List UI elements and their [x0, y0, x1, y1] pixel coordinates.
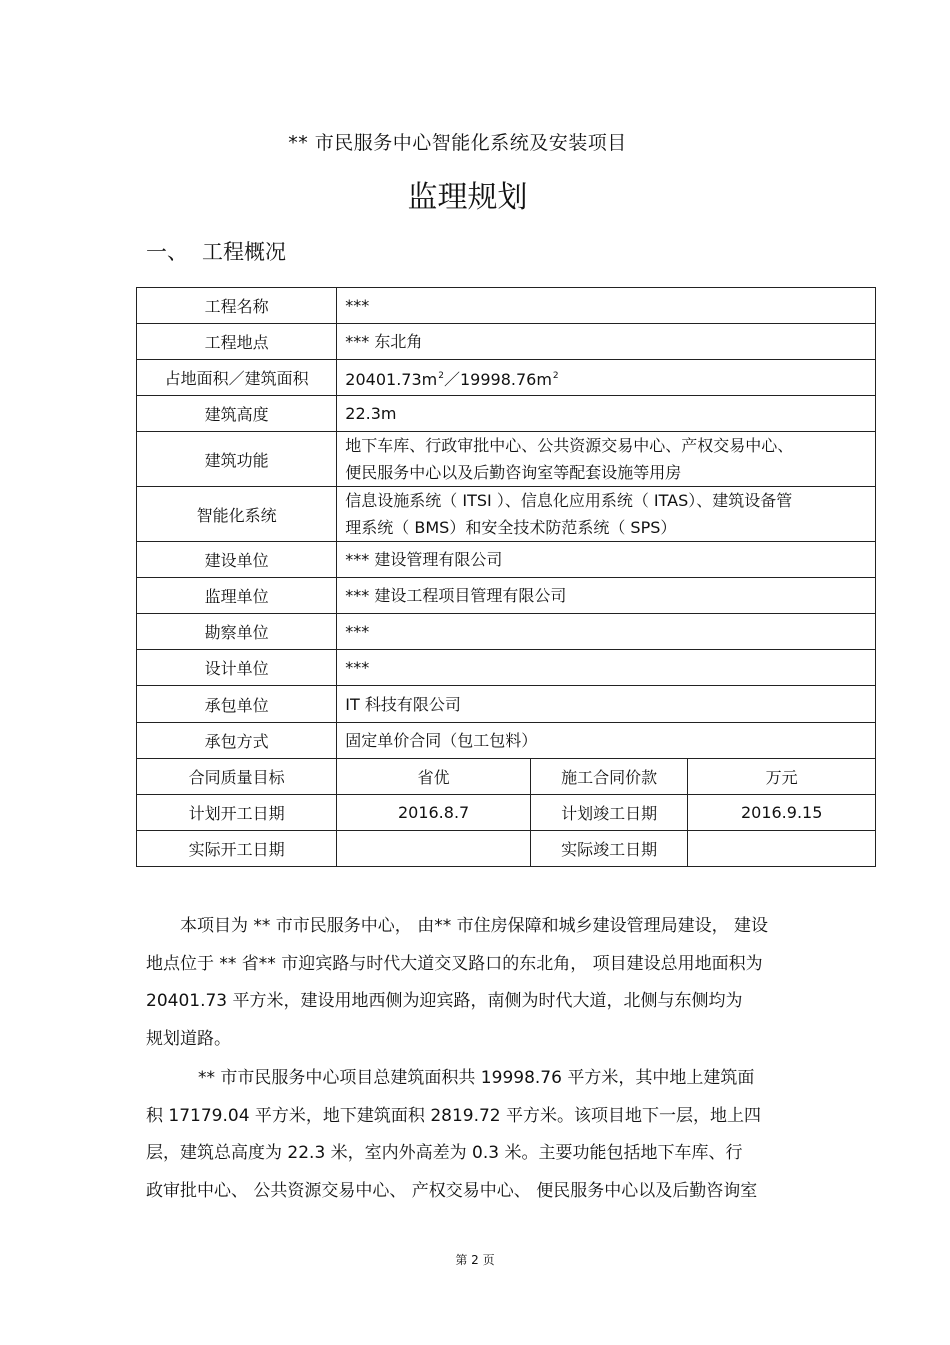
row-label: 智能化系统 — [137, 487, 337, 542]
paragraph-line: ** 市市民服务中心项目总建筑面积共 19998.76 平方米，其中地上建筑面 — [198, 1068, 755, 1088]
row-value: *** 建设工程项目管理有限公司 — [337, 578, 876, 614]
row-label: 工程名称 — [137, 288, 337, 324]
table-row — [137, 795, 876, 831]
paragraph-line: 积 17179.04 平方米，地下建筑面积 2819.72 平方米。该项目地下一层，地上四 — [146, 1105, 762, 1126]
row-label: 施工合同价款 — [530, 759, 687, 795]
unit-superscript: 2 — [552, 370, 559, 381]
table-row — [137, 723, 876, 759]
paragraph-1 — [146, 908, 816, 1058]
value-line: 信息设施系统（ ITSI ）、信息化应用系统（ ITAS）、建筑设备管 — [345, 491, 793, 510]
row-value: 万元 — [688, 759, 876, 795]
land-area: 20401.73m — [345, 369, 438, 389]
row-value — [337, 487, 876, 542]
table-row — [137, 432, 876, 487]
row-value: *** — [337, 650, 876, 686]
row-value: 固定单价合同（包工包料） — [337, 723, 876, 759]
table-row — [137, 614, 876, 650]
row-value — [688, 831, 876, 867]
paragraph-line: 本项目为 ** 市市民服务中心， 由** 市住房保障和城乡建设管理局建设， 建设 — [180, 916, 769, 936]
paragraph-2 — [146, 1060, 816, 1210]
document-title: 监理规划 — [407, 180, 528, 215]
row-label: 建筑功能 — [137, 432, 337, 487]
row-label: 建筑高度 — [137, 396, 337, 432]
row-label: 占地面积／建筑面积 — [137, 360, 337, 396]
project-info-table — [136, 287, 876, 867]
section-title: 工程概况 — [202, 240, 286, 264]
paragraph-line: 地点位于 ** 省** 市迎宾路与时代大道交叉路口的东北角， 项目建设总用地面积为 — [146, 953, 763, 974]
paragraph-line: 政审批中心、 公共资源交易中心、 产权交易中心、 便民服务中心以及后勤咨询室 — [146, 1180, 758, 1201]
row-label: 实际开工日期 — [137, 831, 337, 867]
row-label: 承包方式 — [137, 723, 337, 759]
row-value: *** 建设管理有限公司 — [337, 542, 876, 578]
table-row — [137, 759, 876, 795]
row-value: 2016.9.15 — [688, 795, 876, 831]
area-value — [337, 360, 876, 396]
row-label: 合同质量目标 — [137, 759, 337, 795]
area-separator: ／ — [443, 369, 460, 389]
paragraph-line: 20401.73 平方米，建设用地西侧为迎宾路，南侧为时代大道，北侧与东侧均为 — [146, 991, 743, 1011]
table-row — [137, 324, 876, 360]
section-heading — [146, 236, 286, 266]
row-label: 工程地点 — [137, 324, 337, 360]
table-row — [137, 396, 876, 432]
table-row — [137, 650, 876, 686]
row-value: IT 科技有限公司 — [337, 686, 876, 723]
value-line: 便民服务中心以及后勤咨询室等配套设施等用房 — [345, 463, 682, 482]
table-row — [137, 487, 876, 542]
row-label: 设计单位 — [137, 650, 337, 686]
paragraph-line: 层，建筑总高度为 22.3 米，室内外高差为 0.3 米。主要功能包括地下车库、行 — [146, 1143, 743, 1163]
table-row — [137, 542, 876, 578]
table-row — [137, 288, 876, 324]
row-label: 计划竣工日期 — [530, 795, 687, 831]
table-row — [137, 831, 876, 867]
row-label: 建设单位 — [137, 542, 337, 578]
row-value — [337, 432, 876, 487]
row-value: *** — [337, 614, 876, 650]
value-line: 地下车库、行政审批中心、公共资源交易中心、产权交易中心、 — [345, 436, 794, 455]
row-label: 承包单位 — [137, 686, 337, 723]
project-title: ** 市民服务中心智能化系统及安装项目 — [288, 132, 627, 154]
table-row — [137, 578, 876, 614]
row-value: 省优 — [337, 759, 531, 795]
table-row — [137, 686, 876, 723]
row-value: *** — [337, 288, 876, 324]
table-row — [137, 360, 876, 396]
page-number: 第 2 页 — [455, 1253, 495, 1267]
row-value: *** 东北角 — [337, 324, 876, 360]
row-label: 监理单位 — [137, 578, 337, 614]
row-value: 2016.8.7 — [337, 795, 531, 831]
section-number: 一、 — [146, 240, 188, 264]
row-label: 勘察单位 — [137, 614, 337, 650]
unit-superscript: 2 — [438, 370, 444, 381]
paragraph-line: 规划道路。 — [146, 1028, 231, 1049]
value-line: 理系统（ BMS）和安全技术防范系统（ SPS） — [345, 518, 677, 537]
row-label: 实际竣工日期 — [530, 831, 687, 867]
row-value: 22.3m — [337, 396, 876, 432]
building-area: 19998.76m — [459, 369, 552, 389]
row-label: 计划开工日期 — [137, 795, 337, 831]
row-value — [337, 831, 531, 867]
